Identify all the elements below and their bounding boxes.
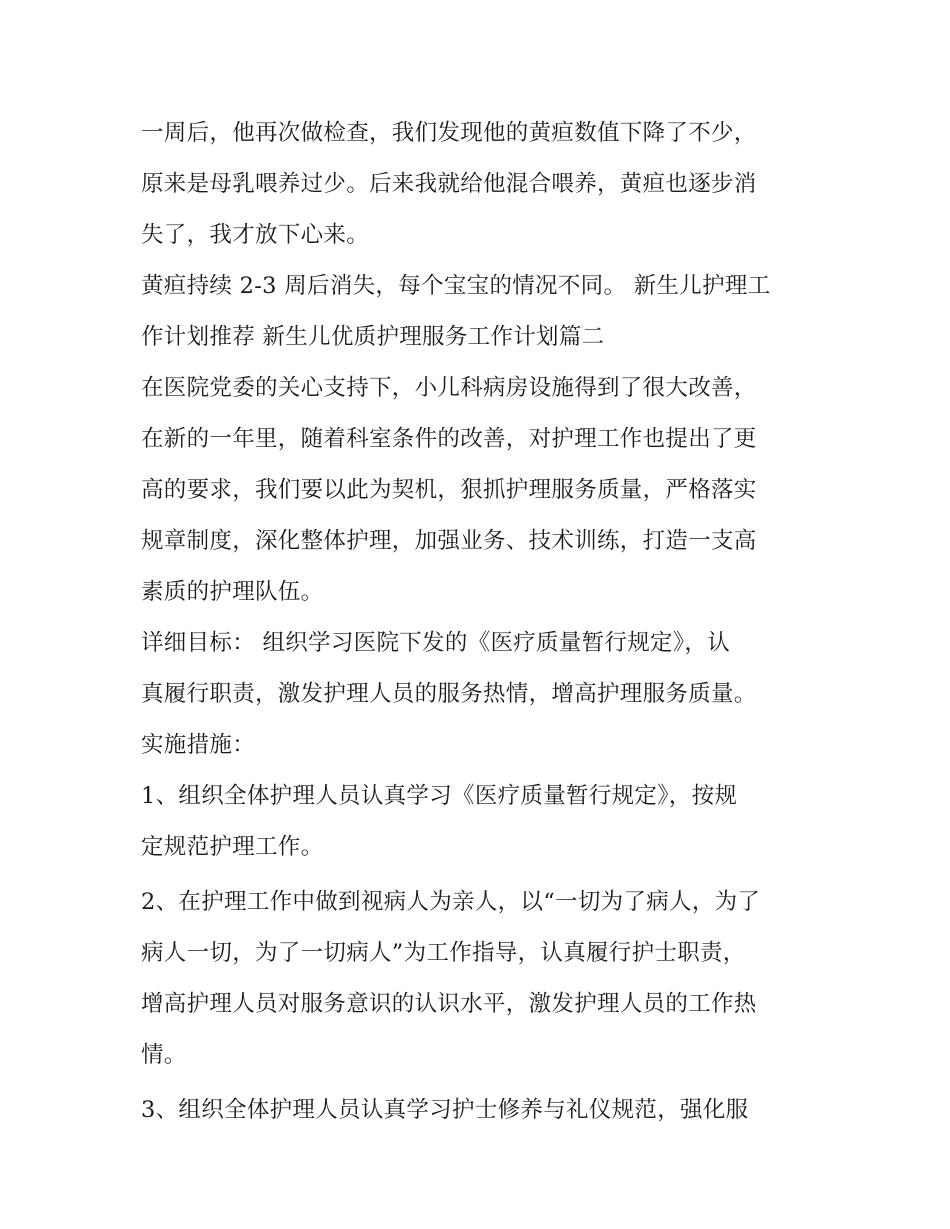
text-line: 真履行职责，激发护理人员的服务热情，增高护理服务质量。 (141, 681, 757, 707)
paragraph-hospital-support (141, 363, 813, 618)
text-line: 3、组织全体护理人员认真学习护士修养与礼仪规范，强化服 (141, 1097, 749, 1123)
text-line: 情。 (141, 1042, 187, 1068)
text-line: 失了，我才放下心来。 (141, 222, 370, 248)
paragraph-measure-3 (141, 1085, 813, 1136)
text-line: 作计划推荐 新生儿优质护理服务工作计划篇二 (141, 324, 605, 350)
text-line: 2、在护理工作中做到视病人为亲人，以“一切为了病人，为了 (141, 889, 761, 915)
text-line: 在新的一年里，随着科室条件的改善，对护理工作也提出了更 (141, 426, 757, 452)
paragraph-jaundice-followup (141, 108, 813, 261)
paragraph-measure-2 (141, 877, 813, 1081)
text-line: 素质的护理队伍。 (141, 579, 324, 605)
text-line: 一周后，他再次做检查，我们发现他的黄疸数值下降了不少， (141, 120, 757, 146)
document-body (141, 108, 813, 1136)
text-line: 在医院党委的关心支持下，小儿科病房设施得到了很大改善， (141, 375, 757, 401)
paragraph-detailed-goal (141, 618, 813, 720)
text-line: 病人一切，为了一切病人”为工作指导，认真履行护士职责， (141, 940, 746, 966)
paragraph-measures-heading (141, 720, 813, 771)
text-line: 高的要求，我们要以此为契机，狠抓护理服务质量，严格落实 (141, 477, 757, 503)
text-line: 详细目标： 组织学习医院下发的《医疗质量暂行规定》，认 (141, 630, 731, 656)
text-line: 增高护理人员对服务意识的认识水平，激发护理人员的工作热 (141, 991, 757, 1017)
text-line: 规章制度，深化整体护理，加强业务、技术训练，打造一支高 (141, 528, 757, 554)
text-line: 1、组织全体护理人员认真学习《医疗质量暂行规定》，按规 (141, 783, 738, 809)
paragraph-measure-1 (141, 771, 813, 873)
text-line: 定规范护理工作。 (141, 834, 324, 860)
text-line: 原来是母乳喂养过少。后来我就给他混合喂养，黄疸也逐步消 (141, 171, 757, 197)
text-line: 实施措施： (141, 732, 256, 758)
text-line: 黄疸持续 2-3 周后消失，每个宝宝的情况不同。 新生儿护理工 (141, 273, 771, 299)
paragraph-jaundice-duration (141, 261, 813, 363)
